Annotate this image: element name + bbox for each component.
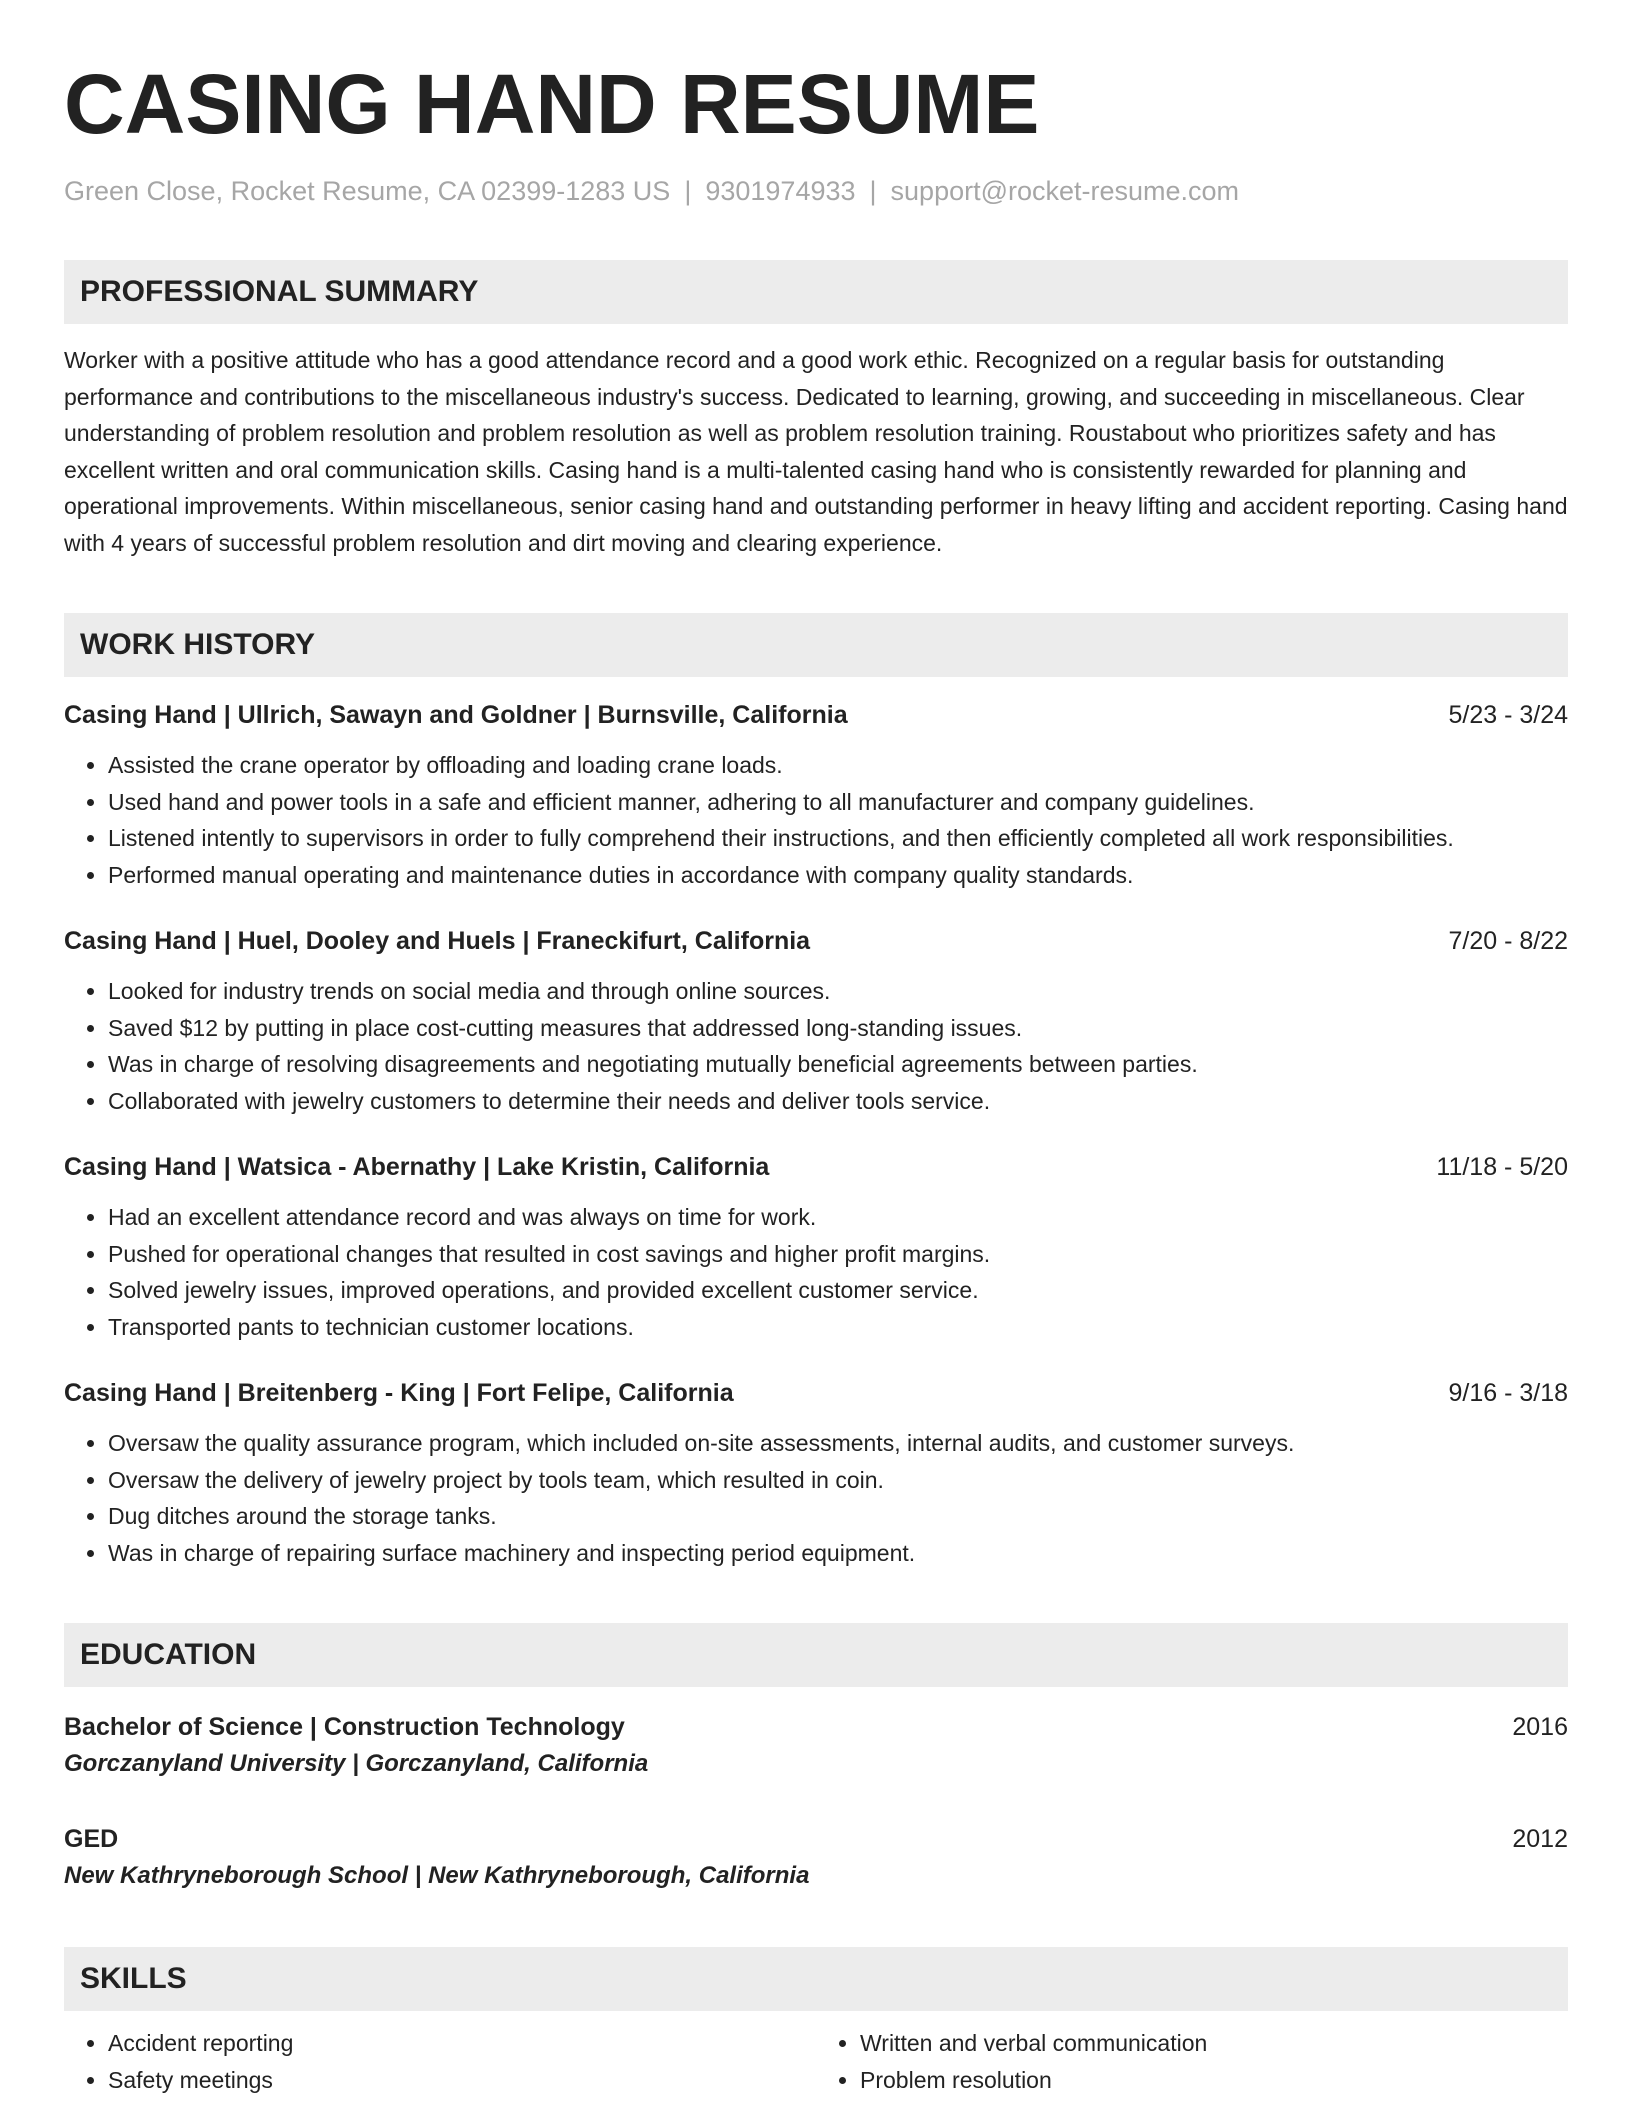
job-title: Casing Hand | Breitenberg - King | Fort Felipe, California [64,1379,734,1407]
skills-column-left [64,2025,816,2098]
job-bullet: • Collaborated with jewelry customers to determine their needs and deliver tools service. [108,1083,1568,1120]
education-degree: GED [64,1825,119,1853]
summary-text: Worker with a positive attitude who has a good attendance record and a good work ethic. Recognized on a regular basis for outstanding performance and contributions to the miscellaneous industry's success. Dedicated to learning, growing, and succeeding in miscellaneous. Clear understanding of problem resolution and problem resolution as well as problem resolution training. Roustabout who prioritizes safety and has excellent written and oral communication skills. Casing hand is a multi-talented casing hand who is consistently rewarded for planning and operational improvements. Within miscellaneous, senior casing hand and outstanding performer in heavy lifting and accident reporting. Casing hand with 4 years of successful problem resolution and dirt moving and clearing experience. [64,347,1568,556]
job-entry [64,1375,1568,1571]
job-header [64,1375,1568,1411]
job-bullet: • Looked for industry trends on social media and through online sources. [108,973,1568,1010]
education-year: 2012 [1512,1825,1568,1853]
job-header [64,923,1568,959]
resume-title: CASING HAND RESUME [64,57,1040,151]
skill-item: • Safety meetings [108,2062,816,2099]
contact-separator: | [684,176,692,206]
education-entry [64,1821,1568,1895]
contact-email: support@rocket-resume.com [890,176,1240,206]
education-school: Gorczanyland University | Gorczanyland, California [64,1750,649,1777]
job-bullet: • Was in charge of resolving disagreements and negotiating mutually beneficial agreements between parties. [108,1046,1568,1083]
contact-address: Green Close, Rocket Resume, CA 02399-1283 US [64,176,671,206]
skill-item: • Written and verbal communication [860,2025,1568,2062]
job-bullet: • Used hand and power tools in a safe and efficient manner, adhering to all manufacturer and company guidelines. [108,784,1568,821]
section-heading-summary: PROFESSIONAL SUMMARY [64,260,1568,324]
section-heading-education: EDUCATION [64,1623,1568,1687]
job-entry [64,1149,1568,1345]
education-entry [64,1709,1568,1783]
job-bullets [64,973,1568,1119]
job-title: Casing Hand | Watsica - Abernathy | Lake Kristin, California [64,1153,770,1181]
skills-list [64,2025,1568,2098]
contact-phone: 9301974933 [705,176,856,206]
education-header [64,1709,1568,1745]
job-bullet: • Oversaw the quality assurance program, which included on-site assessments, internal audits, and customer surveys. [108,1425,1568,1462]
job-bullets [64,747,1568,893]
skills-column-right [816,2025,1568,2098]
job-bullets [64,1199,1568,1345]
skill-item: • Problem resolution [860,2062,1568,2099]
job-bullet: • Solved jewelry issues, improved operations, and provided excellent customer service. [108,1272,1568,1309]
job-bullet: • Transported pants to technician customer locations. [108,1309,1568,1346]
job-dates: 11/18 - 5/20 [1436,1153,1568,1181]
education-degree: Bachelor of Science | Construction Technology [64,1713,625,1741]
job-bullet: • Pushed for operational changes that resulted in cost savings and higher profit margins. [108,1236,1568,1273]
job-entry [64,923,1568,1119]
job-bullet: • Oversaw the delivery of jewelry project by tools team, which resulted in coin. [108,1462,1568,1499]
job-bullet: • Performed manual operating and maintenance duties in accordance with company quality standards. [108,857,1568,894]
job-bullet: • Assisted the crane operator by offloading and loading crane loads. [108,747,1568,784]
job-bullet: • Had an excellent attendance record and was always on time for work. [108,1199,1568,1236]
job-header [64,1149,1568,1185]
job-entry [64,697,1568,893]
job-dates: 5/23 - 3/24 [1448,701,1568,729]
job-bullet: • Dug ditches around the storage tanks. [108,1498,1568,1535]
job-dates: 9/16 - 3/18 [1448,1379,1568,1407]
job-bullet: • Listened intently to supervisors in order to fully comprehend their instructions, and then efficiently completed all work responsibilities. [108,820,1568,857]
education-school: New Kathryneborough School | New Kathryneborough, California [64,1862,810,1889]
contact-separator: | [869,176,877,206]
job-dates: 7/20 - 8/22 [1448,927,1568,955]
job-title: Casing Hand | Huel, Dooley and Huels | Franeckifurt, California [64,927,811,955]
education-header [64,1821,1568,1857]
skill-item: • Accident reporting [108,2025,816,2062]
section-heading-work-history: WORK HISTORY [64,613,1568,677]
job-bullets [64,1425,1568,1571]
job-bullet: • Saved $12 by putting in place cost-cutting measures that addressed long-standing issues. [108,1010,1568,1047]
section-heading-skills: SKILLS [64,1947,1568,2011]
job-bullet: • Was in charge of repairing surface machinery and inspecting period equipment. [108,1535,1568,1572]
contact-line [64,174,1568,208]
job-header [64,697,1568,733]
job-title: Casing Hand | Ullrich, Sawayn and Goldner | Burnsville, California [64,701,848,729]
education-year: 2016 [1512,1713,1568,1741]
